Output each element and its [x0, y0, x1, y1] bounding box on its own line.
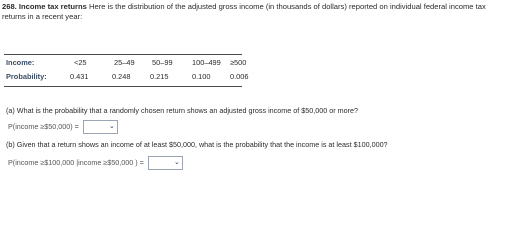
- probability-label: Probability:: [6, 72, 47, 81]
- chevron-down-icon: ⌄: [109, 123, 115, 130]
- income-range: 25–49: [114, 58, 135, 67]
- part-a-answer-dropdown[interactable]: [83, 120, 118, 134]
- part-a-answer-label: P(income ≥$50,000) =: [8, 121, 79, 131]
- income-range: 100–499: [192, 58, 221, 67]
- table-top-rule: [4, 54, 242, 55]
- chevron-down-icon: ⌄: [173, 159, 180, 166]
- probability-value: 0.006: [230, 72, 249, 81]
- probability-value: 0.248: [112, 72, 131, 81]
- part-a-answer-row: [8, 120, 118, 134]
- problem-intro-text: Here is the distribution of the adjusted gross income (in thousands of dollars) reported on individual federal income tax returns in a recent year:: [2, 2, 486, 21]
- table-bottom-rule: [4, 86, 242, 87]
- problem-number: 268.: [2, 2, 17, 11]
- part-b-answer-dropdown[interactable]: [148, 156, 183, 170]
- probability-value: 0.100: [192, 72, 211, 81]
- part-b-question: (b) Given that a return shows an income of at least $50,000, what is the probability that the income is at least $100,000?: [6, 140, 388, 149]
- income-range: 50–99: [152, 58, 173, 67]
- part-b-answer-label: P(income ≥$100,000 |income ≥$50,000 ) =: [8, 157, 144, 167]
- income-range: ≥500: [230, 58, 247, 67]
- probability-value: 0.215: [150, 72, 169, 81]
- part-a-question: (a) What is the probability that a randomly chosen return shows an adjusted gross income of $50,000 or more?: [6, 106, 358, 115]
- income-label: Income:: [6, 58, 35, 67]
- problem-intro: [2, 2, 502, 22]
- problem-heading: Income tax returns: [18, 2, 87, 11]
- income-range: <25: [74, 58, 87, 67]
- probability-value: 0.431: [70, 72, 89, 81]
- part-b-answer-row: [8, 156, 183, 170]
